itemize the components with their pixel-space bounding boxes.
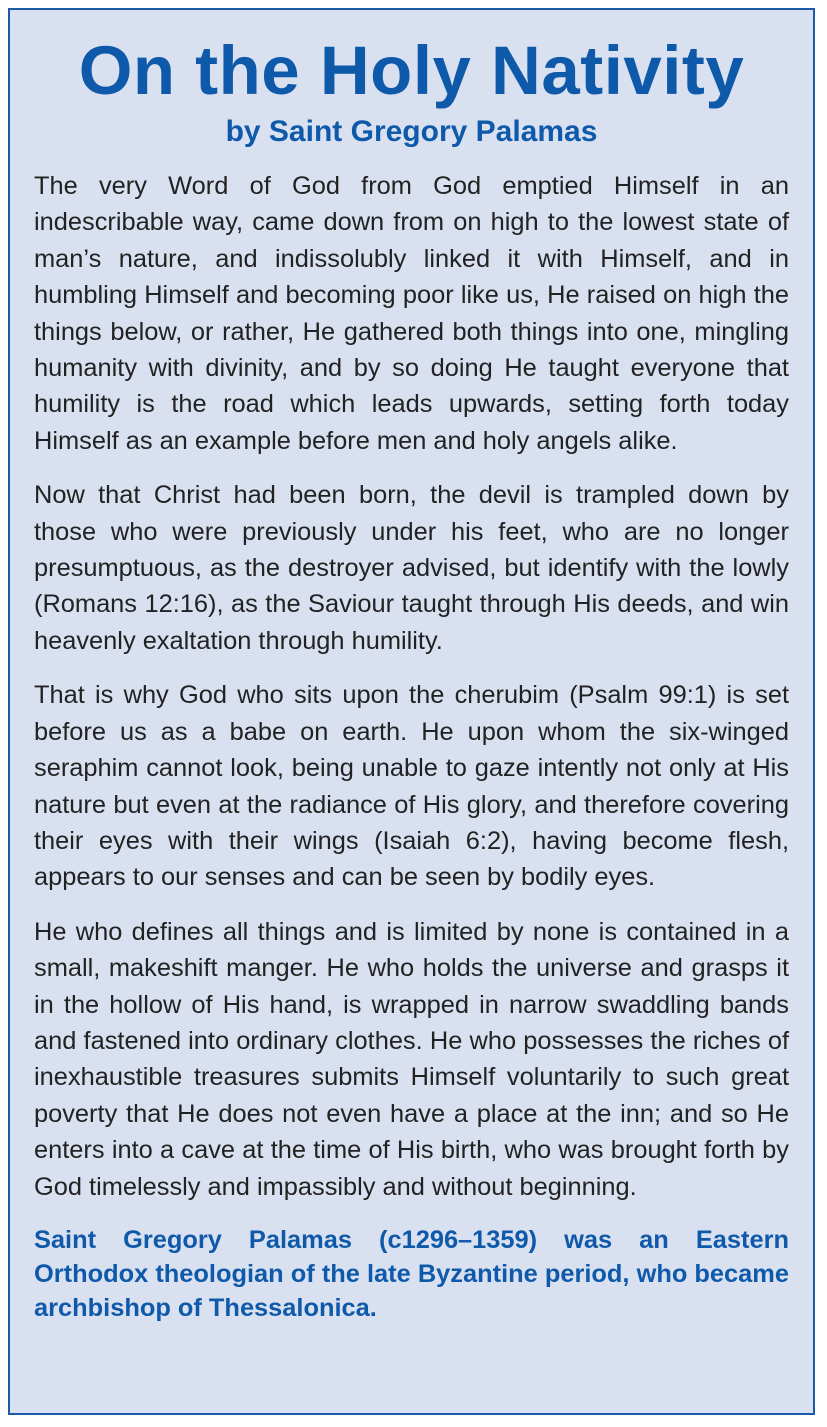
paragraph-3: That is why God who sits upon the cherubim (Psalm 99:1) is set before us as a babe on earth. He upon whom the six-winged seraphim cannot look, being unable to gaze intently not only at His nature but even at the radiance of His glory, and therefore covering their eyes with their wings (Isaiah 6:2), having become flesh, appears to our senses and can be seen by bodily eyes.: [34, 681, 789, 892]
author-bio: Saint Gregory Palamas (c1296–1359) was an Eastern Orthodox theologian of the late Byzantine period, who became archbishop of Thessalonica.: [34, 1225, 789, 1322]
paragraph-1: The very Word of God from God emptied Himself in an indescribable way, came down from on high to the lowest state of man’s nature, and indissolubly linked it with Himself, and in humbling Himself and becoming poor like us, He raised on high the things below, or rather, He gathered both things into one, mingling humanity with divinity, and by so doing He taught everyone that humility is the road which leads upwards, setting forth today Himself as an example before men and holy angels alike.: [34, 172, 789, 455]
article-title: On the Holy Nativity: [78, 32, 745, 109]
article-body: [34, 168, 789, 1325]
paragraph-4: He who defines all things and is limited by none is contained in a small, makeshift manger. He who holds the universe and grasps it in the hollow of His hand, is wrapped in narrow swaddling bands and fastened into ordinary clothes. He who possesses the riches of inexhaustible treasures submits Himself voluntarily to such great poverty that He does not even have a place at the inn; and so He enters into a cave at the time of His birth, who was brought forth by God timelessly and impassibly and without beginning.: [34, 917, 789, 1201]
article-byline: by Saint Gregory Palamas: [225, 115, 598, 148]
article-panel: [8, 8, 815, 1415]
paragraph-2: Now that Christ had been born, the devil is trampled down by those who were previously under his feet, who are no longer presumptuous, as the destroyer advised, but identify with the lowly (Romans 12:16), as the Saviour taught through His deeds, and win heavenly exaltation through humility.: [34, 481, 789, 655]
